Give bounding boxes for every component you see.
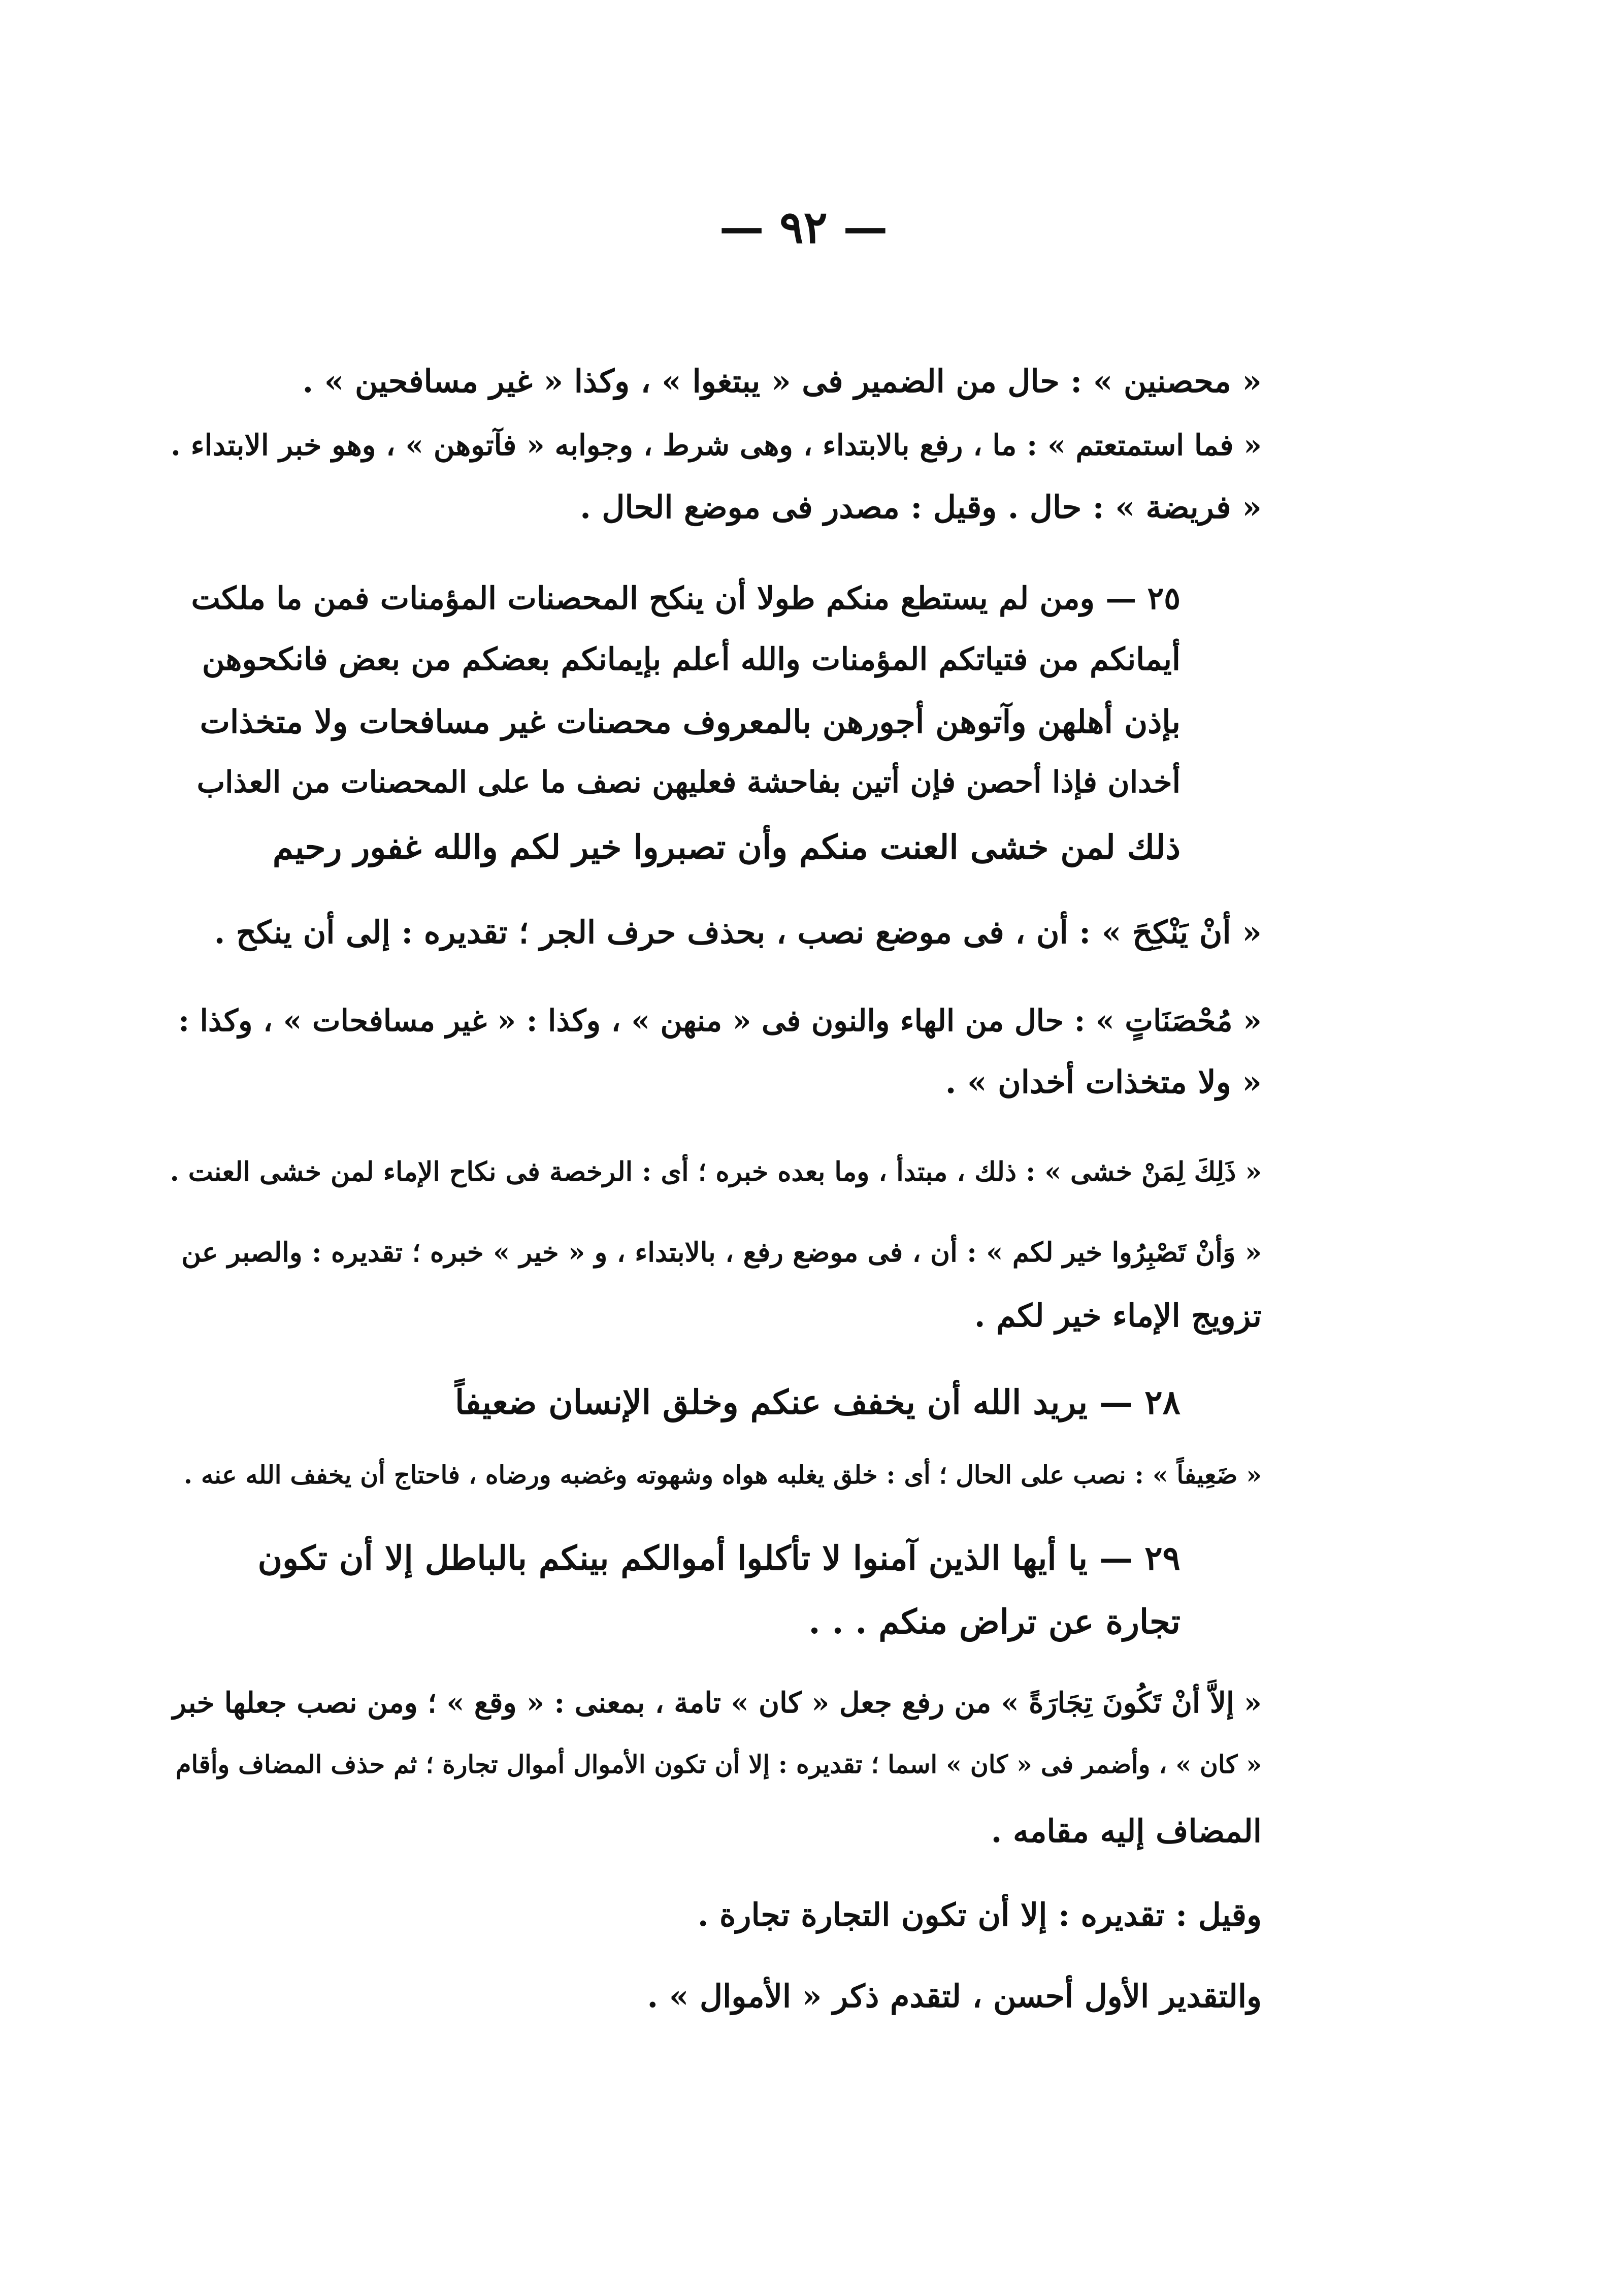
commentary-line-muhsanat-cont: « ولا متخذات أخدان » . — [945, 1063, 1262, 1101]
verse-25-line-2: أيمانكم من فتياتكم المؤمنات والله أعلم بإيمانكم بعضكم من بعض فانكحوهن — [202, 641, 1180, 677]
commentary-line-illa-an-takuna-end: المضاف إليه مقامه . — [991, 1813, 1262, 1850]
verse-25-line-4: أخدان فإذا أحصن فإن أتين بفاحشة فعليهن نصف ما على المحصنات من العذاب — [196, 764, 1180, 799]
verse-29-line-2: تجارة عن تراض منكم . . . — [808, 1602, 1180, 1641]
commentary-line-wa-an-tasbiru-cont: تزويج الإماء خير لكم . — [974, 1297, 1262, 1334]
commentary-line-daifan: « ضَعِيفاً » : نصب على الحال ؛ أى : خلق يغلبه هواه وشهوته وغضبه ورضاه ، فاحتاج أن يخفف الله عنه . — [183, 1460, 1262, 1490]
commentary-line-wa-an-tasbiru: « وَأنْ تَصْبِرُوا خير لكم » : أن ، فى موضع رفع ، بالابتداء ، و « خير » خبره ؛ تقديره : والصبر عن — [181, 1237, 1262, 1268]
commentary-line-fama-istamtatum: « فما استمتعتم » : ما ، رفع بالابتداء ، وهى شرط ، وجوابه « فآتوهن » ، وهو خبر الابتداء . — [171, 428, 1262, 462]
commentary-line-an-yankiha: « أنْ يَنْكِحَ » : أن ، فى موضع نصب ، بحذف حرف الجر ؛ تقديره : إلى أن ينكح . — [214, 914, 1262, 951]
page-number: — ٩٢ — — [719, 201, 888, 253]
commentary-line-muhsanat: « مُحْصَنَاتٍ » : حال من الهاء والنون فى « منهن » ، وكذا : « غير مسافحات » ، وكذا : — [178, 1003, 1262, 1038]
commentary-line-faridah: « فريضة » : حال . وقيل : مصدر فى موضع الحال . — [580, 489, 1262, 526]
commentary-line-wa-qila: وقيل : تقديره : إلا أن تكون التجارة تجارة . — [697, 1896, 1262, 1933]
verse-25-line-1: ٢٥ — ومن لم يستطع منكم طولا أن ينكح المحصنات المؤمنات فمن ما ملكت — [191, 580, 1180, 617]
verse-25-line-3: بإذن أهلهن وآتوهن أجورهن بالمعروف محصنات غير مسافحات ولا متخذات — [200, 703, 1180, 740]
commentary-line-illa-an-takuna-cont: « كان » ، وأضمر فى « كان » اسما ؛ تقديره : إلا أن تكون الأموال أموال تجارة ؛ ثم حذف المضاف وأقام — [176, 1750, 1262, 1779]
commentary-line-muhsinin: « محصنين » : حال من الضمير فى « يبتغوا » ، وكذا « غير مسافحين » . — [302, 363, 1262, 400]
verse-28: ٢٨ — يريد الله أن يخفف عنكم وخلق الإنسان ضعيفاً — [455, 1382, 1180, 1422]
verse-25-line-5: ذلك لمن خشى العنت منكم وأن تصبروا خير لكم والله غفور رحيم — [272, 827, 1180, 867]
commentary-line-dhalika-liman: « ذَلِكَ لِمَنْ خشى » : ذلك ، مبتدأ ، وما بعده خبره ؛ أى : الرخصة فى نكاح الإماء لمن خشى العنت . — [170, 1156, 1262, 1187]
verse-29-line-1: ٢٩ — يا أيها الذين آمنوا لا تأكلوا أموالكم بينكم بالباطل إلا أن تكون — [257, 1538, 1180, 1578]
commentary-line-illa-an-takuna: « إلاَّ أنْ تَكُونَ تِجَارَةً » من رفع جعل « كان » تامة ، بمعنى : « وقع » ؛ ومن نصب جعلها خبر — [172, 1686, 1262, 1720]
commentary-line-al-taqdir-al-awwal: والتقدير الأول أحسن ، لتقدم ذكر « الأموال » . — [647, 1978, 1262, 2015]
